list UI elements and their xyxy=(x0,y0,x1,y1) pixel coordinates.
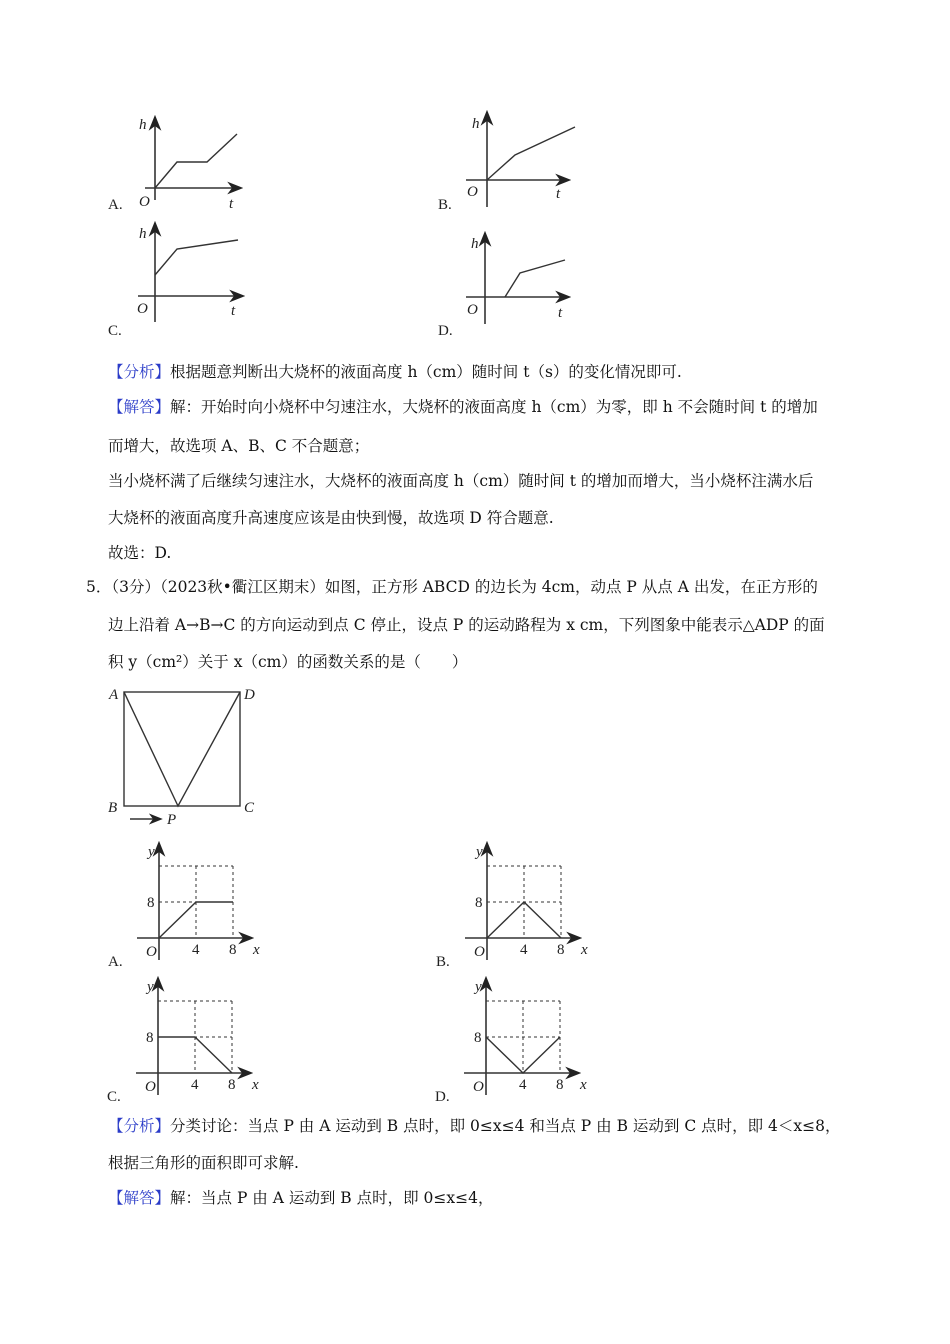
axis-label-x: x xyxy=(581,942,588,958)
q4-graph-d xyxy=(438,234,568,339)
answer-tag: 【解答】 xyxy=(108,398,171,416)
tick-label-x: 4 xyxy=(191,1077,199,1093)
axis-label-y: y xyxy=(148,844,155,860)
q5-graph-option xyxy=(436,844,588,970)
axis-label-t: t xyxy=(231,303,236,319)
analysis-text: 根据三角形的面积即可求解. xyxy=(108,1154,299,1172)
axis-label-y: y xyxy=(147,979,154,995)
q5-graphs xyxy=(107,844,588,1105)
tick-label-x: 8 xyxy=(556,1077,564,1093)
tick-label-x: 8 xyxy=(229,942,237,958)
vertex-label-a: A xyxy=(109,687,119,703)
option-label: B. xyxy=(436,954,450,970)
tick-label-x: 8 xyxy=(557,942,565,958)
axis-label-t: t xyxy=(558,305,563,321)
answer-text: 当小烧杯满了后继续匀速注水，大烧杯的液面高度 h（cm）随时间 t 的增加而增大，当小烧杯注满水后 xyxy=(108,472,814,490)
origin-label: O xyxy=(473,1079,484,1095)
question-text: 5．（3分）（2023秋•衢江区期末）如图，正方形 ABCD 的边长为 4cm，动点 P 从点 A 出发，在正方形的 xyxy=(86,578,818,596)
option-label: B. xyxy=(438,197,452,213)
q4-answer xyxy=(108,397,818,417)
analysis-tag: 【分析】 xyxy=(108,363,171,381)
axis-label-h: h xyxy=(139,226,147,242)
option-label: C. xyxy=(107,1089,121,1105)
tick-label-x: 4 xyxy=(192,942,200,958)
axis-label-h: h xyxy=(471,236,479,252)
axis-label-y: y xyxy=(476,844,483,860)
q5-answer xyxy=(108,1188,493,1208)
option-label: A. xyxy=(108,197,123,213)
origin-label: O xyxy=(467,184,478,200)
axis-label-x: x xyxy=(252,1077,259,1093)
point-label-p: P xyxy=(167,812,177,828)
axis-label-h: h xyxy=(139,117,147,133)
q4-analysis xyxy=(108,362,682,382)
q5-graph-option xyxy=(107,979,259,1105)
axis-label-x: x xyxy=(253,942,260,958)
q4-graph-c xyxy=(108,224,242,339)
tick-label-y: 8 xyxy=(146,1030,154,1046)
option-label: A. xyxy=(108,954,123,970)
axis-label-t: t xyxy=(556,186,561,202)
tick-label-y: 8 xyxy=(474,1030,482,1046)
axis-label-h: h xyxy=(472,116,480,132)
origin-label: O xyxy=(146,944,157,960)
tick-label-y: 8 xyxy=(147,895,155,911)
vertex-label-c: C xyxy=(244,800,255,816)
answer-text: 大烧杯的液面高度升高速度应该是由快到慢，故选项 D 符合题意. xyxy=(108,509,554,527)
q5-graph-option xyxy=(435,979,587,1105)
option-label: D. xyxy=(438,323,453,339)
origin-label: O xyxy=(139,194,150,210)
option-label: C. xyxy=(108,323,122,339)
vertex-label-d: D xyxy=(244,687,255,703)
analysis-text: 根据题意判断出大烧杯的液面高度 h（cm）随时间 t（s）的变化情况即可. xyxy=(170,363,682,381)
question-text: 边上沿着 A→B→C 的方向运动到点 C 停止，设点 P 的运动路程为 x cm，下列图象中能表示△ADP 的面 xyxy=(108,616,825,634)
q4-graph-a xyxy=(108,117,240,213)
answer-text: 解：当点 P 由 A 运动到 B 点时，即 0≤x≤4， xyxy=(170,1189,494,1207)
axis-label-t: t xyxy=(229,196,234,212)
option-label: D. xyxy=(435,1089,450,1105)
question-text: 积 y（cm²）关于 x（cm）的函数关系的是（ ） xyxy=(108,653,468,671)
axis-label-y: y xyxy=(475,979,482,995)
origin-label: O xyxy=(137,301,148,317)
q5-graph-option xyxy=(108,844,260,970)
tick-label-x: 4 xyxy=(519,1077,527,1093)
answer-text: 而增大，故选项 A、B、C 不合题意； xyxy=(108,437,370,455)
answer-choice: 故选：D. xyxy=(108,544,172,562)
square-figure xyxy=(108,687,255,828)
axis-label-x: x xyxy=(580,1077,587,1093)
tick-label-x: 8 xyxy=(228,1077,236,1093)
q5-analysis xyxy=(108,1116,841,1136)
answer-tag: 【解答】 xyxy=(108,1189,171,1207)
q4-graph-b xyxy=(438,113,575,213)
answer-text: 解：开始时向小烧杯中匀速注水，大烧杯的液面高度 h（cm）为零，即 h 不会随时间 t 的增加 xyxy=(170,398,818,416)
tick-label-y: 8 xyxy=(475,895,483,911)
origin-label: O xyxy=(467,302,478,318)
analysis-tag: 【分析】 xyxy=(108,1117,171,1135)
analysis-text: 分类讨论：当点 P 由 A 运动到 B 点时，即 0≤x≤4 和当点 P 由 B 运动到 C 点时，即 4＜x≤8， xyxy=(170,1117,841,1135)
tick-label-x: 4 xyxy=(520,942,528,958)
origin-label: O xyxy=(145,1079,156,1095)
origin-label: O xyxy=(474,944,485,960)
vertex-label-b: B xyxy=(108,800,118,816)
